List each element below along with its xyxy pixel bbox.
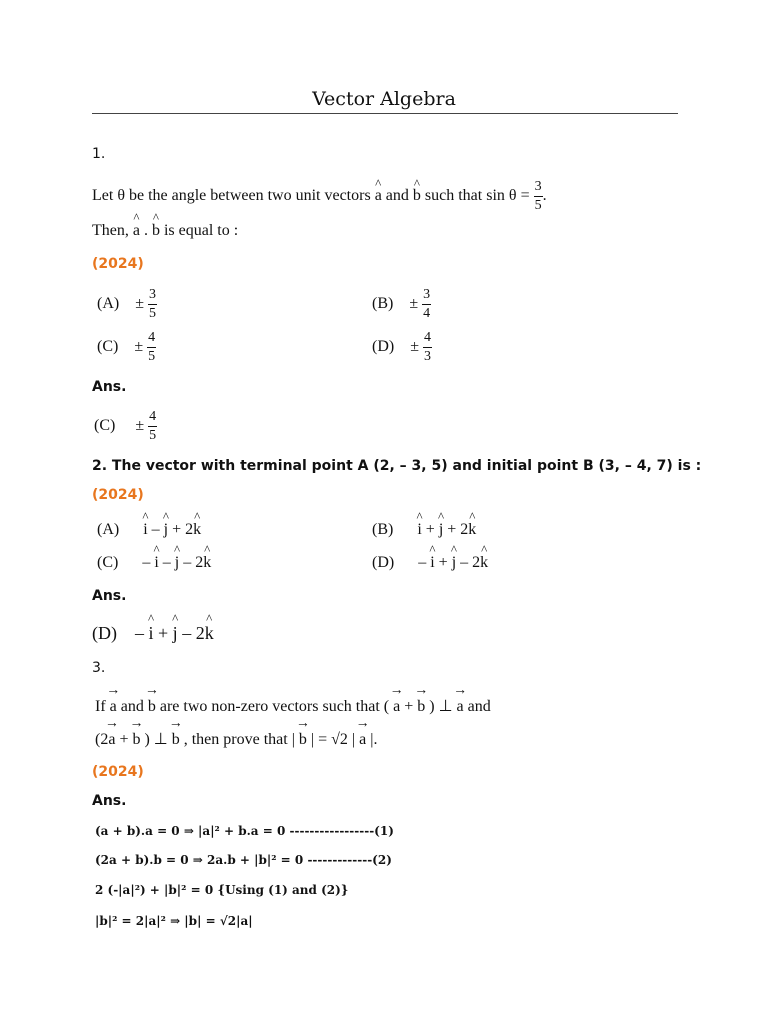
q1-line2 [92, 222, 238, 240]
q3-year: (2024) [92, 764, 144, 780]
q1-option-d [372, 327, 432, 367]
q3-ans-label: Ans. [92, 793, 127, 809]
q3-text: and [463, 698, 491, 715]
page-title: Vector Algebra [312, 88, 456, 110]
frac-num: 3 [148, 286, 157, 305]
title-divider [92, 113, 678, 114]
vector-a: → a [393, 698, 400, 716]
unit-j: ^ j [439, 521, 443, 539]
option-label: (D) [372, 338, 395, 355]
answer-fraction [148, 408, 157, 445]
q2-option-c [97, 554, 211, 572]
option-label: (C) [97, 338, 119, 355]
frac-den: 5 [149, 427, 157, 443]
unit-i: ^ i [143, 521, 147, 539]
q3-text: | = √2 | [306, 731, 360, 748]
answer-sign: ± [135, 417, 145, 434]
expr-part: + 2 [443, 521, 469, 538]
frac-num: 4 [147, 329, 156, 348]
unit-i: ^ i [149, 623, 154, 644]
vector-b: → b [299, 731, 307, 749]
frac-den: 4 [423, 305, 431, 321]
q3-text: are two non-zero vectors such that ( [155, 698, 394, 715]
option-sign: ± [135, 295, 144, 312]
expr-part: – 2 [177, 623, 205, 643]
q1-period: . [542, 187, 547, 205]
option-fraction [423, 329, 432, 366]
expr-part: + [153, 623, 173, 643]
q3-text: (2 [95, 731, 109, 748]
q3-step-2: (2a + b).b = 0 ⇒ 2a.b + |b|² = 0 -------------(2) [95, 853, 392, 867]
q3-text: + [400, 698, 418, 715]
option-label: (C) [97, 554, 119, 571]
vector-a: → a [110, 698, 117, 716]
unit-j: ^ j [452, 554, 456, 572]
unit-i: ^ i [417, 521, 421, 539]
option-sign: ± [134, 338, 144, 355]
unit-k: ^ k [203, 554, 211, 572]
option-sign: ± [410, 338, 419, 355]
frac-den: 3 [424, 348, 431, 364]
q3-step-4: |b|² = 2|a|² ⇒ |b| = √2|a| [95, 914, 253, 928]
expr-part: – 2 [456, 554, 481, 571]
vector-b: → b [132, 731, 140, 749]
q2-option-b [372, 521, 476, 539]
q2-option-d [372, 554, 488, 572]
expr-part: – 2 [179, 554, 204, 571]
unit-k: ^ k [480, 554, 488, 572]
expr-part: + [434, 554, 452, 571]
unit-k: ^ k [205, 623, 214, 644]
q3-text: + [115, 731, 133, 748]
frac-den: 5 [148, 348, 156, 364]
unit-vector-b: ^ b [152, 222, 160, 240]
expr-part: – [147, 521, 164, 538]
option-sign: ± [409, 295, 419, 312]
expr-part: + [421, 521, 439, 538]
unit-i: ^ i [430, 554, 434, 572]
sin-fraction [534, 178, 543, 215]
q3-text: ) ⊥ [425, 698, 457, 715]
option-fraction [148, 286, 157, 323]
q1-answer [94, 406, 157, 446]
unit-j: ^ j [175, 554, 179, 572]
option-fraction [422, 286, 431, 323]
frac-den: 5 [149, 305, 156, 321]
frac-num: 4 [148, 408, 157, 427]
unit-i: ^ i [154, 554, 158, 572]
q1-option-a [97, 284, 157, 324]
expr-part: – [135, 623, 149, 643]
unit-k: ^ k [193, 521, 201, 539]
option-label: (B) [372, 295, 394, 312]
expr-part: – [142, 554, 155, 571]
q2-ans-label: Ans. [92, 588, 127, 604]
vector-a: → a [457, 698, 464, 716]
answer-label: (D) [92, 623, 117, 643]
frac-num: 3 [422, 286, 431, 305]
vector-a: → a [108, 731, 115, 749]
q3-text: ) ⊥ [140, 731, 172, 748]
q3-text: If [95, 698, 110, 715]
option-label: (D) [372, 554, 395, 571]
unit-vector-b: ^ b [413, 180, 421, 212]
sin-num: 3 [534, 178, 543, 197]
q3-step-1: (a + b).a = 0 ⇒ |a|² + b.a = 0 -----------------(1) [95, 824, 394, 838]
expr-part: – [418, 554, 431, 571]
q1-number: 1. [92, 146, 106, 162]
vector-a: → a [359, 731, 366, 749]
unit-k: ^ k [468, 521, 476, 539]
expr-part: + 2 [168, 521, 194, 538]
vector-b: → b [148, 698, 156, 716]
q2-option-a [97, 521, 201, 539]
q1-option-b [372, 284, 431, 324]
q1-and: and [381, 187, 413, 205]
unit-j: ^ j [173, 623, 178, 644]
expr-part: – [158, 554, 175, 571]
option-label: (A) [97, 295, 120, 312]
q1-option-c [97, 327, 156, 367]
q2-text: 2. The vector with terminal point A (2, – 3, 5) and initial point B (3, – 4, 7) is : [92, 458, 702, 474]
q1-text: Let θ be the angle between two unit vectors [92, 187, 375, 205]
option-label: (B) [372, 521, 394, 538]
q1-then: Then, [92, 222, 133, 239]
q3-number: 3. [92, 660, 106, 676]
q2-answer [92, 623, 214, 644]
unit-vector-a: ^ a [375, 180, 382, 212]
option-label: (A) [97, 521, 120, 538]
dot-operator: . [139, 222, 152, 239]
q1-line1 [92, 178, 547, 218]
q3-line2 [95, 729, 377, 749]
sin-den: 5 [534, 198, 542, 213]
q3-step-3: 2 (-|a|²) + |b|² = 0 {Using (1) and (2)} [95, 883, 349, 897]
q1-equal-to: is equal to : [159, 222, 239, 239]
q3-text: |. [366, 731, 378, 748]
q1-text-sin: such that sin θ = [420, 187, 534, 205]
q2-year: (2024) [92, 487, 144, 503]
q1-year: (2024) [92, 256, 144, 272]
answer-label: (C) [94, 417, 116, 434]
vector-b: → b [417, 698, 425, 716]
q3-line1 [95, 696, 631, 716]
q1-ans-label: Ans. [92, 379, 127, 395]
unit-j: ^ j [164, 521, 168, 539]
unit-vector-a: ^ a [133, 222, 140, 240]
vector-b: → b [172, 731, 180, 749]
frac-num: 4 [423, 329, 432, 348]
q3-text: and [116, 698, 148, 715]
option-fraction [147, 329, 156, 366]
q3-text: , then prove that | [179, 731, 299, 748]
